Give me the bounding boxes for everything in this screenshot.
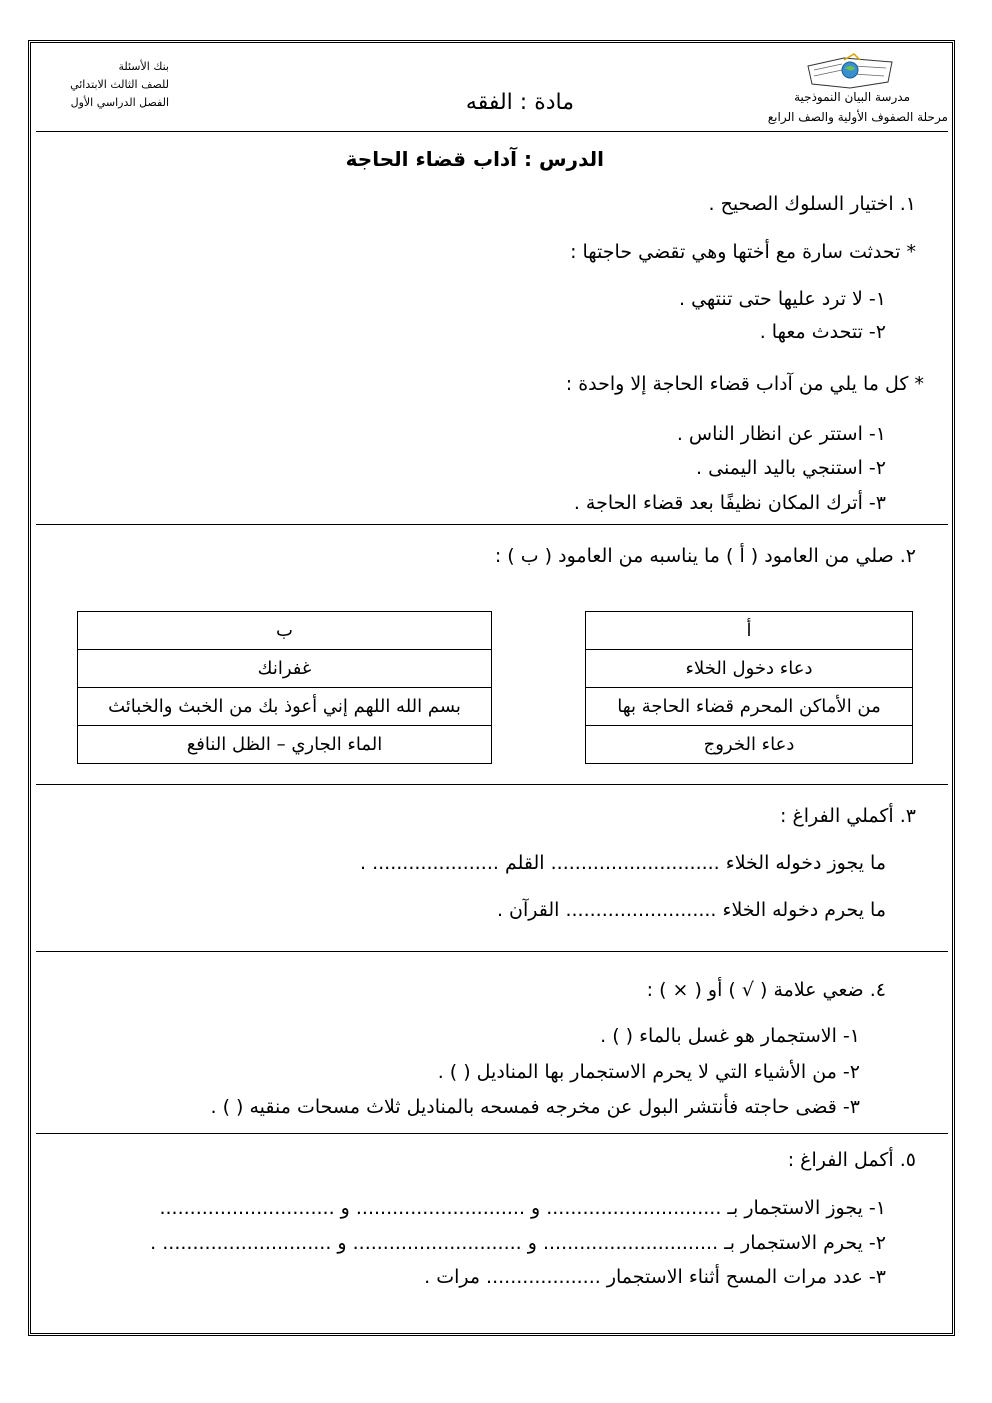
q5-item: ١- يجوز الاستجمار بـ ............................. و ............................ و ............................. bbox=[159, 1197, 886, 1219]
divider bbox=[36, 131, 948, 132]
column-b-header: ب bbox=[78, 612, 492, 650]
q3-line: ما يجوز دخوله الخلاء ............................ القلم ..................... . bbox=[360, 852, 886, 874]
q5-item: ٢- يحرم الاستجمار بـ ............................. و ............................ و ............................ . bbox=[150, 1232, 886, 1254]
column-a-header: أ bbox=[586, 612, 913, 650]
bank-grade: للصف الثالث الابتدائي bbox=[70, 78, 169, 91]
column-b-cell: غفرانك bbox=[78, 650, 492, 688]
divider bbox=[36, 951, 948, 952]
q4-item: ١- الاستجمار هو غسل بالماء ( ) . bbox=[600, 1025, 860, 1047]
column-a-cell: دعاء دخول الخلاء bbox=[586, 650, 913, 688]
column-a-cell: دعاء الخروج bbox=[586, 726, 913, 764]
school-stage: مرحلة الصفوف الأولية والصف الرابع bbox=[767, 110, 948, 124]
q4-item: ٢- من الأشياء التي لا يحرم الاستجمار بها المناديل ( ) . bbox=[437, 1061, 860, 1083]
q3-line: ما يحرم دخوله الخلاء ......................... القرآن . bbox=[496, 899, 886, 921]
school-logo bbox=[804, 52, 896, 94]
column-a-cell: من الأماكن المحرم قضاء الحاجة بها bbox=[586, 688, 913, 726]
column-b-cell: الماء الجاري – الظل النافع bbox=[78, 726, 492, 764]
q1-title: ١. اختيار السلوك الصحيح . bbox=[708, 193, 916, 215]
column-b-table bbox=[77, 611, 492, 764]
column-a-table bbox=[585, 611, 913, 764]
q5-item: ٣- عدد مرات المسح أثناء الاستجمار ................... مرات . bbox=[424, 1266, 886, 1288]
school-name: مدرسة البيان النموذجية bbox=[794, 90, 910, 104]
q1-option: ٢- استنجي باليد اليمنى . bbox=[696, 457, 886, 479]
q1-option: ٣- أترك المكان نظيفًا بعد قضاء الحاجة . bbox=[573, 492, 886, 514]
q1-prompt-1: * تحدثت سارة مع أختها وهي تقضي حاجتها : bbox=[570, 241, 916, 263]
q4-item: ٣- قضى حاجته فأنتشر البول عن مخرجه فمسحه بالمناديل ثلاث مسحات منقيه ( ) . bbox=[210, 1096, 860, 1118]
divider bbox=[36, 1133, 948, 1134]
bank-title: بنك الأسئلة bbox=[118, 60, 169, 73]
column-b-cell: بسم الله اللهم إني أعوذ بك من الخبث والخبائث bbox=[78, 688, 492, 726]
q2-title: ٢. صلي من العامود ( أ ) ما يناسبه من العامود ( ب ) : bbox=[494, 545, 916, 567]
q1-option: ١- استتر عن انظار الناس . bbox=[676, 423, 886, 445]
question-bank-block bbox=[70, 58, 169, 112]
q4-title: ٤. ضعي علامة ( √ ) أو ( × ) : bbox=[646, 979, 886, 1001]
subject-title: مادة : الفقه bbox=[465, 90, 574, 115]
q1-option: ٢- تتحدث معها . bbox=[759, 321, 886, 343]
bank-term: الفصل الدراسي الأول bbox=[70, 96, 169, 109]
divider bbox=[36, 784, 948, 785]
q3-title: ٣. أكملي الفراغ : bbox=[780, 805, 916, 827]
lesson-title: الدرس : آداب قضاء الحاجة bbox=[345, 147, 604, 171]
q1-option: ١- لا ترد عليها حتى تنتهي . bbox=[679, 288, 886, 310]
divider bbox=[36, 524, 948, 525]
q1-prompt-2: * كل ما يلي من آداب قضاء الحاجة إلا واحدة : bbox=[565, 373, 924, 395]
q5-title: ٥. أكمل الفراغ : bbox=[787, 1149, 916, 1171]
